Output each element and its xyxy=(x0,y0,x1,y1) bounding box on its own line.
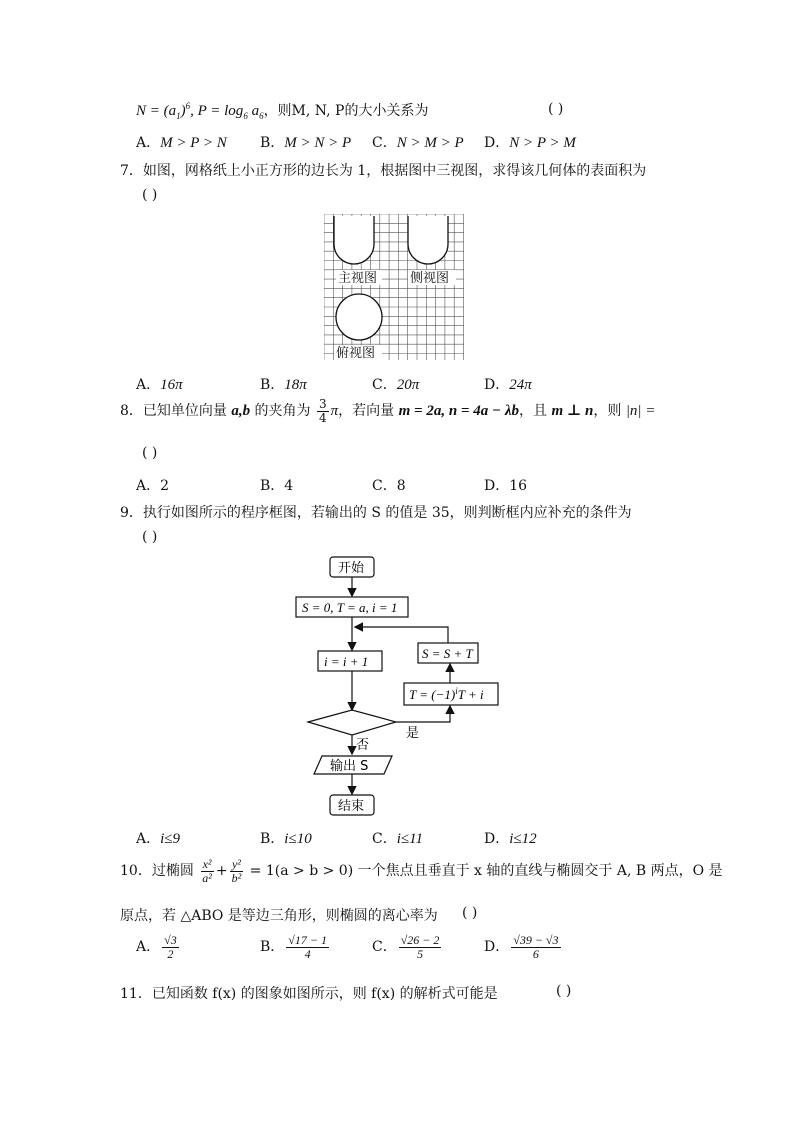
q10-stem: 10．过椭圆 $\frac{\text{x²}}{\text{a²}}$ + $\frac{\text{y²}}{\text{b²}}$ = 1(a > b > 0) 一个焦点且垂直于 x 轴的直线与椭圆交于 A, B 两点，O 是 xyxy=(120,857,723,885)
q7-option-d[interactable]: D．24π xyxy=(484,377,532,393)
side-view-shape xyxy=(408,216,448,264)
q8-option-a[interactable]: A．2 xyxy=(136,478,170,494)
q6-option-d[interactable]: D．N > P > M xyxy=(484,135,576,151)
q10-option-a[interactable]: A． $\frac{√3}{2}$ xyxy=(136,933,177,961)
q8-answer-paren: ( ) xyxy=(142,445,158,461)
q9-option-b[interactable]: B．i≤10 xyxy=(260,831,312,847)
q6-option-c[interactable]: C．N > M > P xyxy=(372,135,464,151)
q6-option-a[interactable]: A．M > P > N xyxy=(136,135,227,151)
q6-n-expr: $N = (a_1)^6$, $P = \log_6 a_6$ xyxy=(136,101,264,121)
top-view-circle xyxy=(336,294,382,340)
front-view-label: 主视图 xyxy=(338,271,378,286)
q9-option-c[interactable]: C．i≤11 xyxy=(372,831,424,847)
q10-stem-line2: 原点，若 △ABO 是等边三角形，则椭圆的离心率为 xyxy=(120,908,438,924)
q7-option-c[interactable]: C．20π xyxy=(372,377,420,393)
q11-answer-paren: ( ) xyxy=(556,983,572,999)
q6-option-b[interactable]: B．M > N > P xyxy=(260,135,352,151)
q7-stem: 7．如图，网格纸上小正方形的边长为 1，根据图中三视图，求得该几何体的表面积为 xyxy=(120,163,647,179)
q9-answer-paren: ( ) xyxy=(142,529,158,545)
q6-answer-paren: ( ) xyxy=(548,101,564,117)
q10-option-d[interactable]: D． $\frac{√39 - √3}{6}$ xyxy=(484,933,559,961)
fc-t-update-label: $T = (-1)^iT + i$ xyxy=(409,686,484,702)
fc-start-label: 开始 xyxy=(338,561,365,576)
fc-init-label: S = 0, T = a, i = 1 xyxy=(302,600,398,615)
q10-option-c[interactable]: C． $\frac{√26 - 2}{5}$ xyxy=(372,933,440,961)
side-view-label: 侧视图 xyxy=(410,271,450,286)
front-view-shape xyxy=(334,216,374,264)
fc-end-label: 结束 xyxy=(338,799,365,814)
q10-answer-paren: ( ) xyxy=(462,905,478,921)
q8-option-d[interactable]: D．16 xyxy=(484,478,528,494)
q9-option-d[interactable]: D．i≤12 xyxy=(484,831,537,847)
fc-decision-diamond xyxy=(308,710,396,735)
fc-no-label: 否 xyxy=(356,738,370,753)
q10-option-b[interactable]: B． $\frac{√17 - 1}{4}$ xyxy=(260,933,327,961)
fc-yes-label: 是 xyxy=(406,726,420,741)
q9-option-a[interactable]: A．i≤9 xyxy=(136,831,181,847)
flowchart xyxy=(288,555,508,820)
q8-option-c[interactable]: C．8 xyxy=(372,478,406,494)
q6-condition-line xyxy=(136,100,428,121)
fc-inc-label: i = i + 1 xyxy=(324,654,369,669)
q7-answer-paren: ( ) xyxy=(142,187,158,203)
q11-stem: 11．已知函数 f(x) 的图象如图所示，则 f(x) 的解析式可能是 xyxy=(120,986,498,1002)
q9-stem: 9．执行如图所示的程序框图，若输出的 S 的值是 35，则判断框内应补充的条件为 xyxy=(120,505,632,521)
q7-option-b[interactable]: B．18π xyxy=(260,377,307,393)
fc-sum-label: S = S + T xyxy=(422,646,473,661)
q8-option-b[interactable]: B．4 xyxy=(260,478,294,494)
fc-output-label: 输出 S xyxy=(330,759,369,774)
q8-stem: 8．已知单位向量 a,b 的夹角为 $\frac{3}{4}$ π，若向量 m = 2a, n = 4a − λb，且 m ⊥ n，则 |n| = xyxy=(120,397,656,425)
top-view-label: 俯视图 xyxy=(336,346,376,361)
three-view-figure xyxy=(324,214,469,364)
q7-option-a[interactable]: A．16π xyxy=(136,377,183,393)
q6-question-text: ，则M, N, P的大小关系为 xyxy=(263,103,429,119)
